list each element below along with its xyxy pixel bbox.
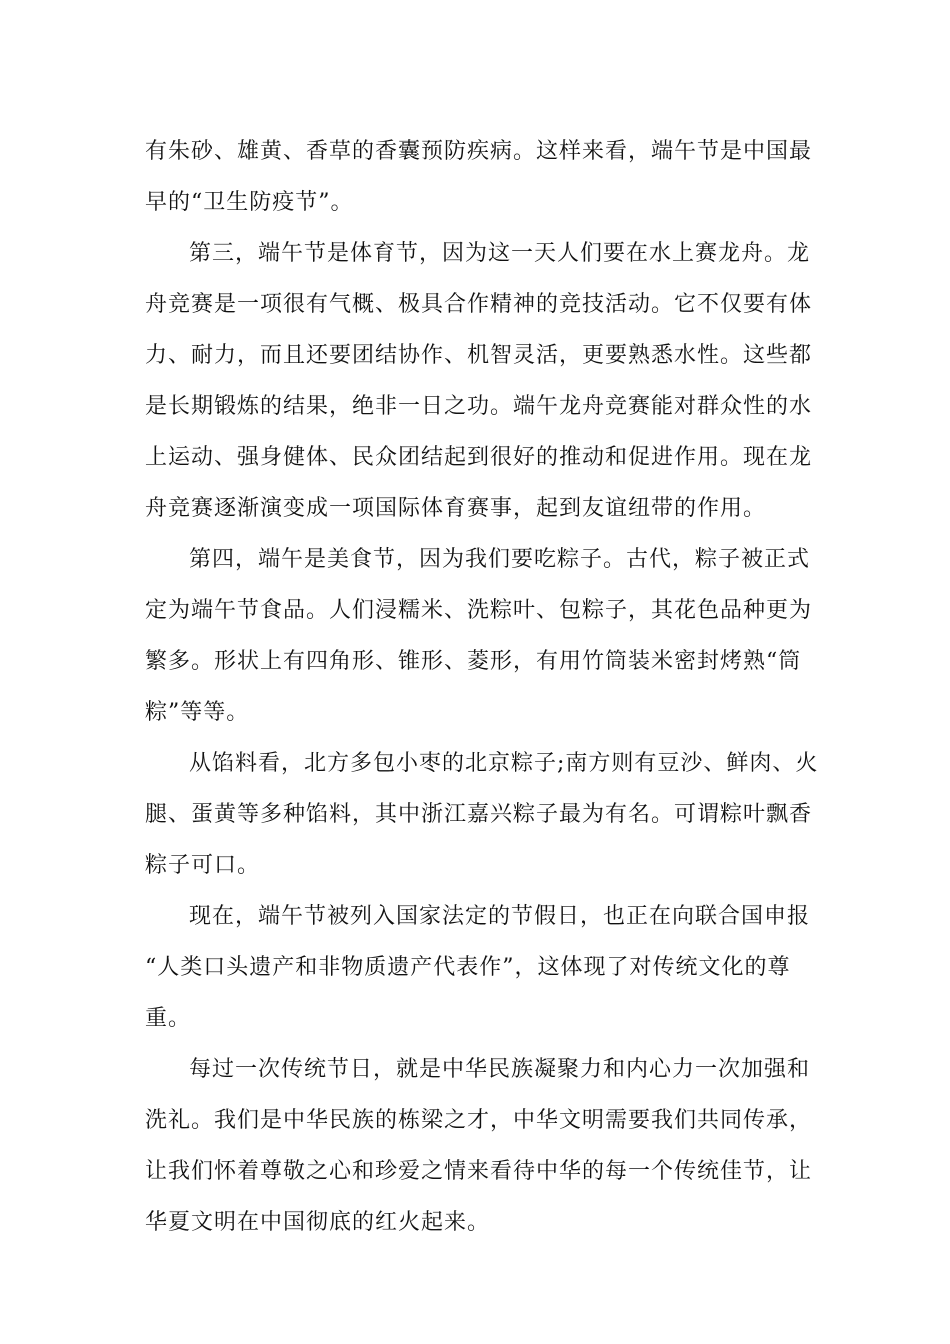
text-line: 早的“卫生防疫节”。 [145,190,354,215]
text-line: 舟竞赛是一项很有气概、极具合作精神的竞技活动。它不仅要有体 [145,292,813,317]
paragraph-5 [145,891,810,1044]
text-line: 定为端午节食品。人们浸糯米、洗粽叶、包粽子，其花色品种更为 [145,598,813,623]
paragraph-4 [145,738,819,891]
text-line: 是长期锻炼的结果，绝非一日之功。端午龙舟竞赛能对群众性的水 [145,394,813,419]
paragraph-3 [145,534,813,738]
text-line: 有朱砂、雄黄、香草的香囊预防疾病。这样来看，端午节是中国最 [145,139,813,164]
paragraph-1 [145,126,813,228]
text-line: 舟竞赛逐渐演变成一项国际体育赛事，起到友谊纽带的作用。 [145,496,767,521]
text-line: 现在，端午节被列入国家法定的节假日，也正在向联合国申报 [189,904,811,929]
text-line: 每过一次传统节日，就是中华民族凝聚力和内心力一次加强和 [189,1057,811,1082]
text-line: 从馅料看，北方多包小枣的北京粽子;南方则有豆沙、鲜肉、火 [189,751,819,776]
text-line: 腿、蛋黄等多种馅料，其中浙江嘉兴粽子最为有名。可谓粽叶飘香 [145,802,813,827]
text-line: 让我们怀着尊敬之心和珍爱之情来看待中华的每一个传统佳节，让 [145,1159,813,1184]
paragraph-6 [145,1044,813,1248]
text-line: 繁多。形状上有四角形、锥形、菱形，有用竹筒装米密封烤熟“筒 [145,649,802,674]
text-line: “人类口头遗产和非物质遗产代表作”，这体现了对传统文化的尊 [145,955,791,980]
text-line: 洗礼。我们是中华民族的栋梁之才，中华文明需要我们共同传承， [145,1108,813,1133]
text-line: 华夏文明在中国彻底的红火起来。 [145,1210,491,1235]
text-line: 粽”等等。 [145,700,250,725]
text-line: 第三，端午节是体育节，因为这一天人们要在水上赛龙舟。龙 [189,241,811,266]
text-line: 第四，端午是美食节，因为我们要吃粽子。古代，粽子被正式 [189,547,811,572]
text-line: 粽子可口。 [145,853,261,878]
text-line: 上运动、强身健体、民众团结起到很好的推动和促进作用。现在龙 [145,445,813,470]
paragraph-2 [145,228,813,534]
text-line: 力、耐力，而且还要团结协作、机智灵活，更要熟悉水性。这些都 [145,343,813,368]
text-line: 重。 [145,1006,192,1031]
document-body [145,126,819,1248]
